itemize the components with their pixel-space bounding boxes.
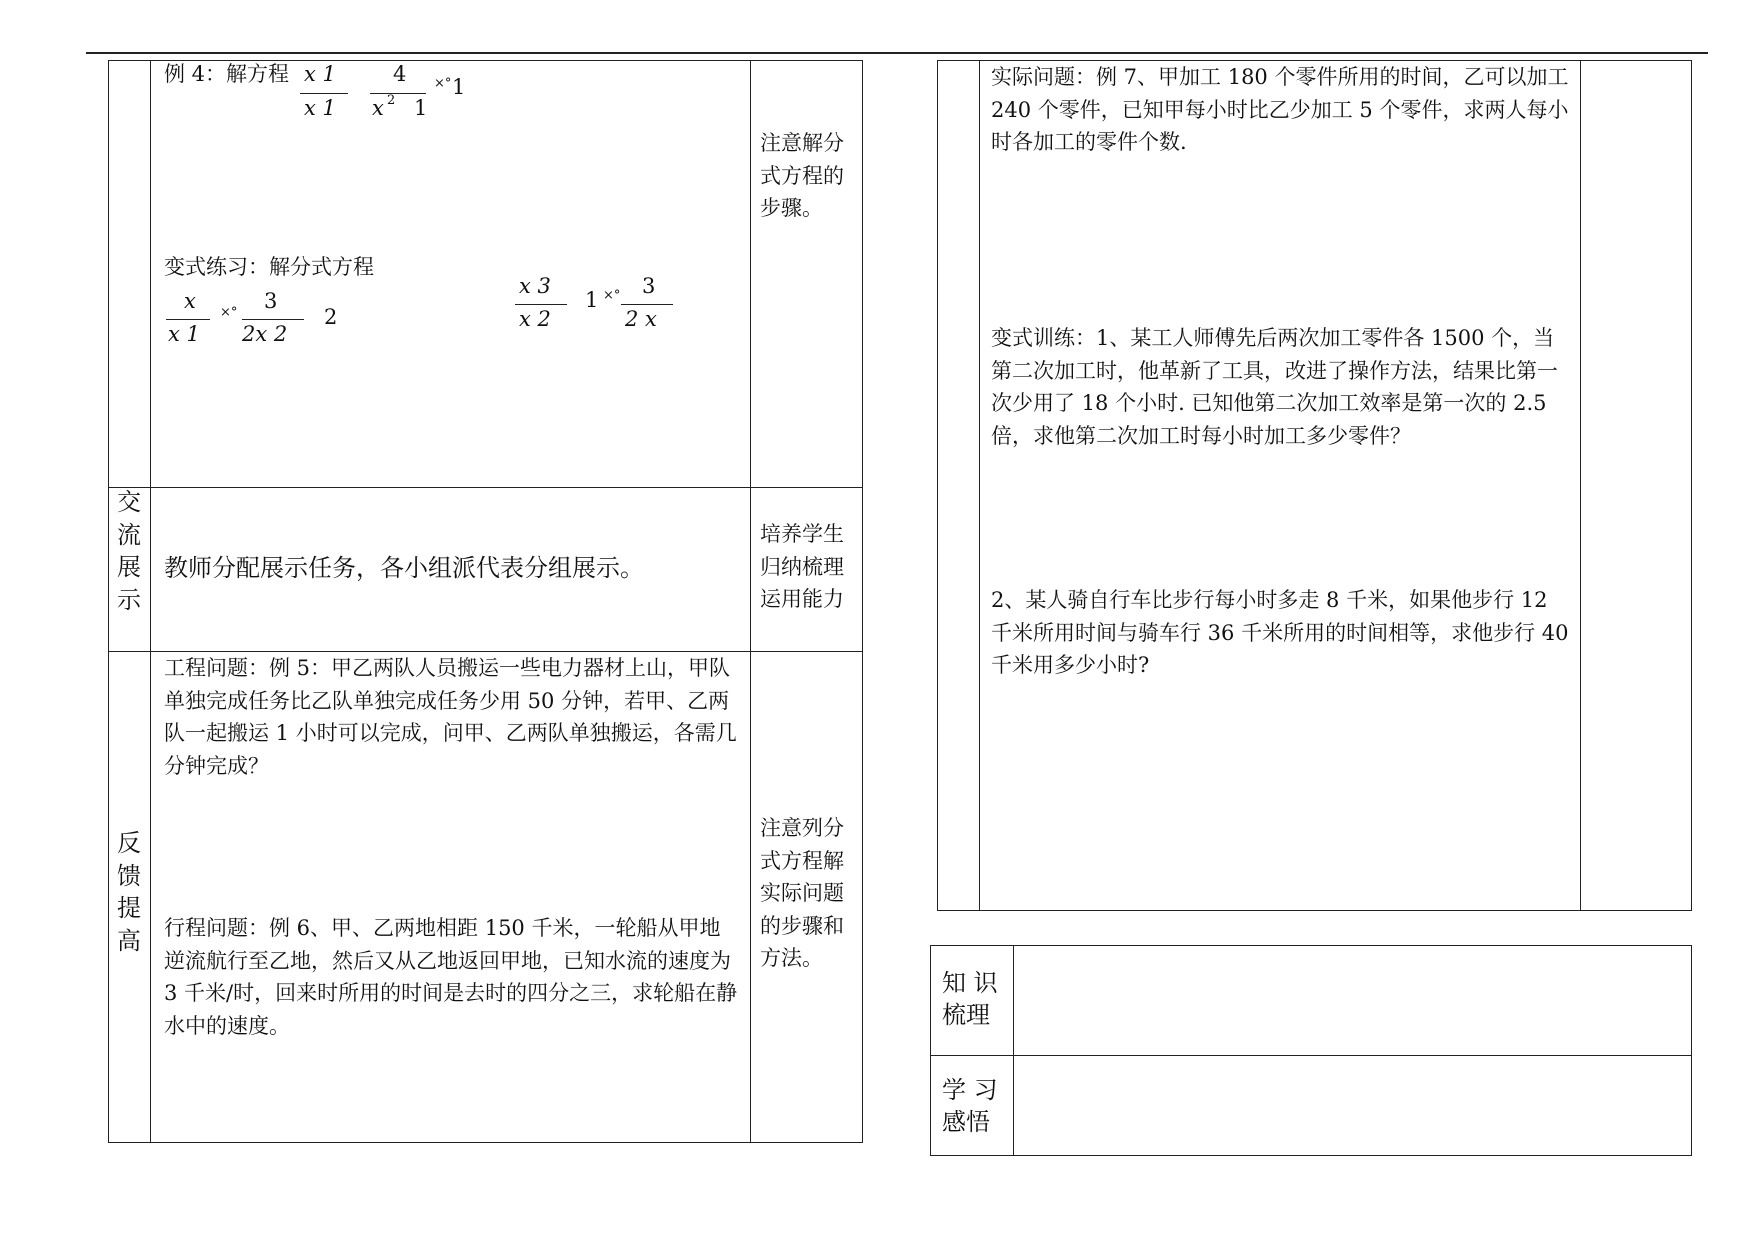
v1-tail: 2: [324, 305, 338, 329]
reflection-label: 学 习 感悟: [942, 1076, 998, 1136]
eq4-frac1-num: x 1: [304, 62, 336, 86]
right-practice-table: [937, 60, 1692, 911]
v2-frac1-den: x 2: [519, 307, 551, 331]
variant-equation-2: [515, 272, 690, 340]
variant-practice-label: 变式练习：解分式方程: [164, 255, 374, 279]
header-rule: [86, 52, 1708, 54]
variant-training-1: 变式训练：1、某工人师傅先后两次加工零件各 1500 个，当第二次加工时，他革新了工具，改进了操作方法，结果比第一次少用了 18 个小时. 已知他第二次加工效率是第一次的 2.5 倍，求他第二次加工时每小时加工多少零件？: [991, 326, 1558, 448]
knowledge-label: 知 识 梳理: [942, 969, 998, 1029]
variant-equation-1: [164, 287, 364, 355]
eq4-operator: ×°: [434, 76, 452, 91]
v1-frac1-den: x 1: [168, 322, 200, 346]
eq4-frac2-den: x: [372, 96, 384, 120]
row3-label: 反馈提高: [117, 829, 141, 955]
row3-note: 注意列分式方程解实际问题的步骤和方法。: [760, 816, 844, 970]
example4-label: 例 4：解方程: [164, 62, 290, 86]
row2-content: 教师分配展示任务，各小组派代表分组展示。: [164, 554, 644, 582]
practical-problem: 实际问题：例 7、甲加工 180 个零件所用的时间，乙可以加工 240 个零件，已知甲每小时比乙少加工 5 个零件，求两人每小时各加工的零件个数.: [991, 65, 1569, 154]
v2-frac2-num: 3: [642, 274, 656, 298]
row2-note: 培养学生归纳梳理运用能力: [760, 522, 844, 611]
eq4-frac2-num: 4: [393, 62, 407, 86]
v2-frac2-den: 2 x: [625, 307, 657, 331]
v1-frac1-num: x: [184, 289, 196, 313]
engineering-problem: 工程问题：例 5：甲乙两队人员搬运一些电力器材上山，甲队单独完成任务比乙队单独完成任务少用 50 分钟，若甲、乙两队一起搬运 1 小时可以完成，问甲、乙两队单独搬运，各需几分钟完成？: [164, 656, 737, 778]
reflection-content[interactable]: [1025, 1066, 1680, 1146]
row2-label: 交流展示: [117, 488, 141, 614]
v2-operator: ×°: [603, 288, 621, 303]
v2-lhs-tail: 1: [585, 288, 599, 312]
knowledge-content[interactable]: [1025, 960, 1680, 1045]
eq4-frac2-den-tail: 1: [414, 96, 428, 120]
eq4-rhs: 1: [452, 75, 466, 99]
row1-note: 注意解分式方程的步骤。: [760, 131, 844, 220]
v1-frac2-num: 3: [264, 289, 278, 313]
variant-training-2: 2、某人骑自行车比步行每小时多走 8 千米，如果他步行 12 千米所用时间与骑车行 36 千米所用的时间相等，求他步行 40 千米用多少小时?: [991, 588, 1569, 677]
v2-frac1-num: x 3: [519, 274, 551, 298]
example4-equation: [298, 60, 488, 130]
v1-operator: ×°: [220, 305, 238, 320]
v1-frac2-den: 2x 2: [242, 322, 288, 346]
eq4-frac1-den: x 1: [304, 96, 336, 120]
eq4-frac2-exp: 2: [387, 93, 396, 108]
travel-problem: 行程问题：例 6、甲、乙两地相距 150 千米，一轮船从甲地逆流航行至乙地，然后又从乙地返回甲地，已知水流的速度为 3 千米/时，回来时所用的时间是去时的四分之三，求轮船在静水中的速度。: [164, 916, 738, 1038]
